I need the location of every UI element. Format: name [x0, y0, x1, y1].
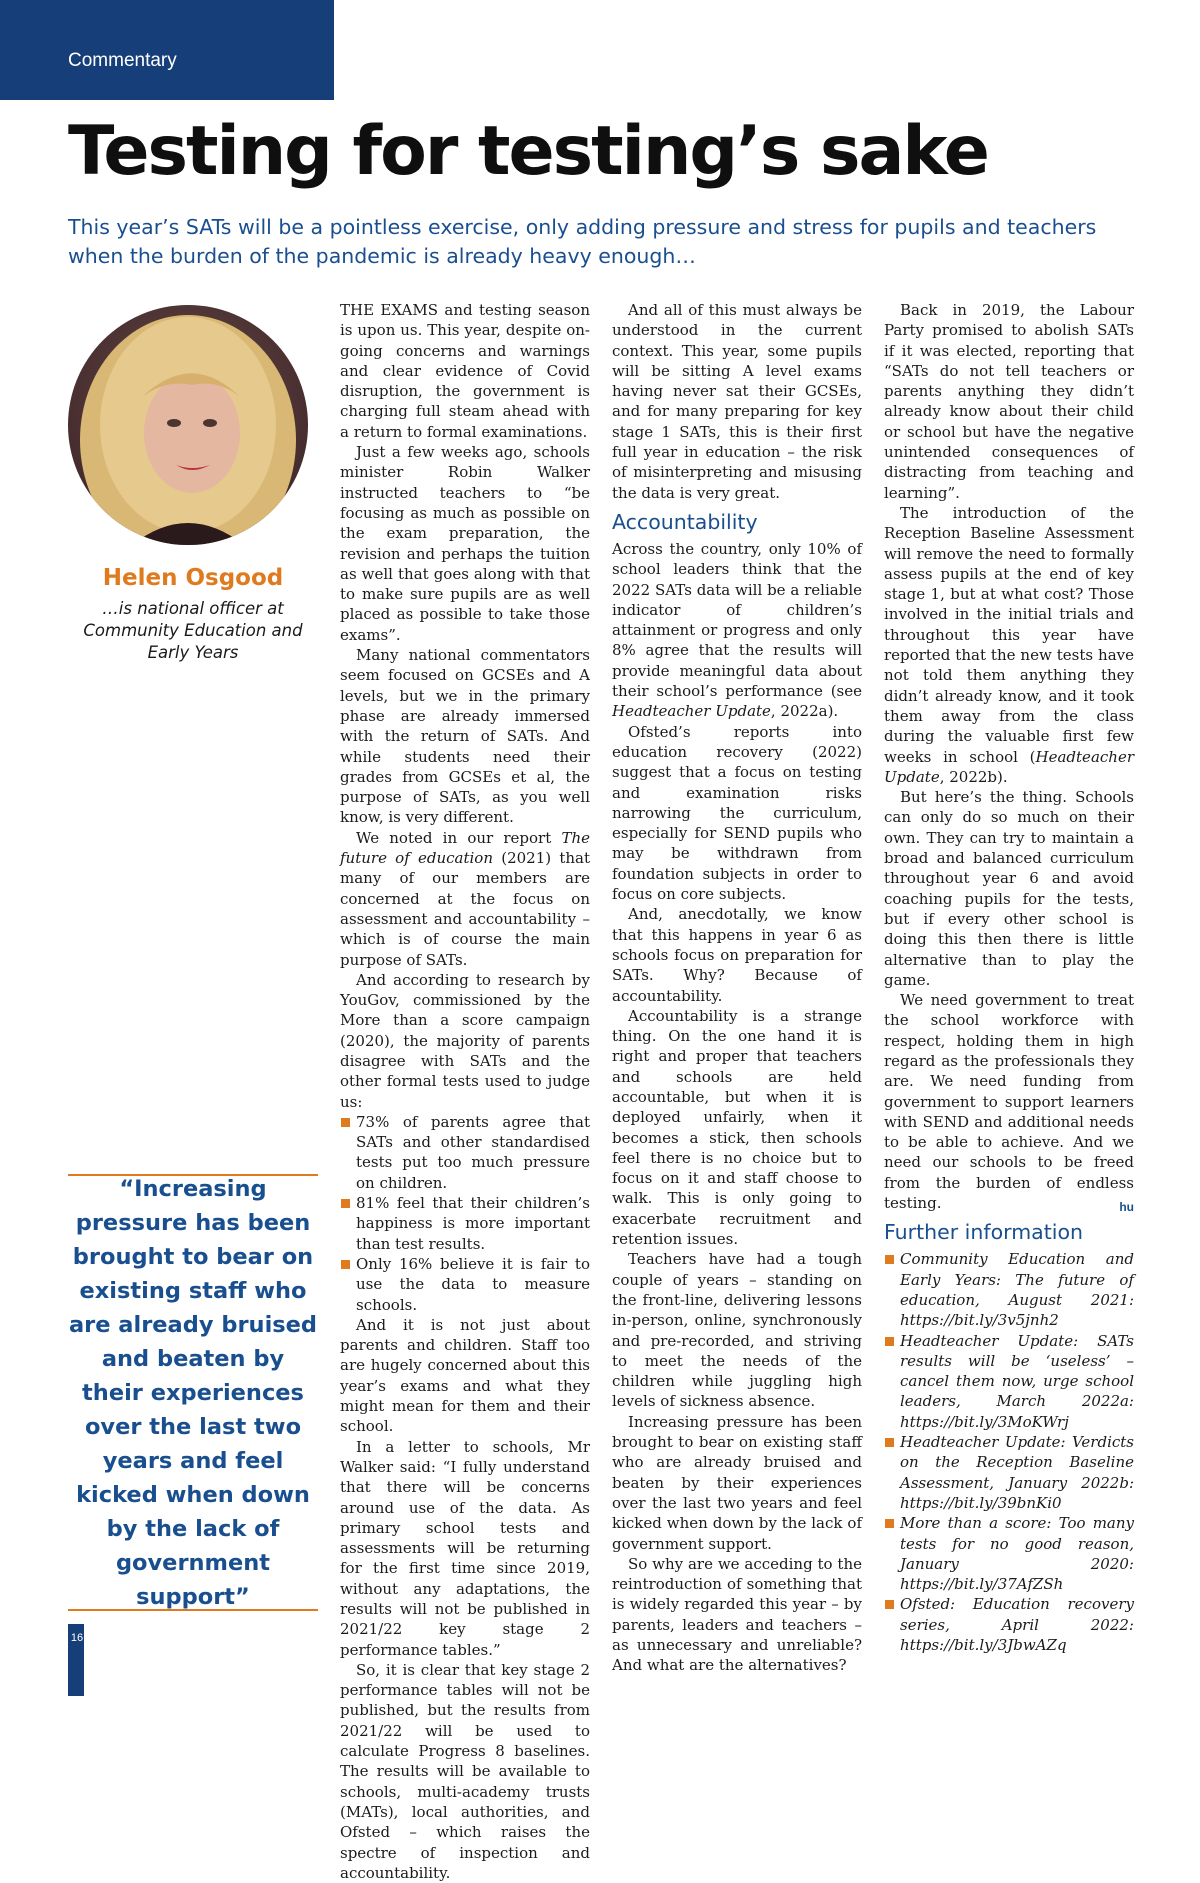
body-paragraph: We noted in our report The future of education (2021) that many of our members are concerned at the focus on assessment and accountability – which is of course the main purpose of SATs.	[340, 828, 590, 969]
body-paragraph: And all of this must always be understood in the current context. This year, some pupils will be sitting A level exams having never sat their GCSEs, and for many preparing for key stage 1 SATs, this is their first full year in education – the risk of misinterpreting and misusing the data is very great.	[612, 301, 862, 502]
body-paragraph: Ofsted’s reports into education recovery (2022) suggest that a focus on testing and examination risks narrowing the curriculum, especially for SEND pupils who may be withdrawn from foundation subjects in order to focus on core subjects.	[612, 722, 862, 904]
headline: Testing for testing’s sake	[68, 112, 988, 191]
body-paragraph: THE EXAMS and testing season is upon us. This year, despite on-going concerns and warnings and clear evidence of Covid disruption, the government is charging full steam ahead with a return to formal examinations.	[340, 301, 590, 441]
body-paragraph: Many national commentators seem focused on GCSEs and A levels, but we in the primary phase are already immersed with the return of SATs. And while students need their grades from GCSEs et al, the purpose of SATs, as you well know, is very different.	[340, 646, 590, 827]
body-paragraph: Increasing pressure has been brought to bear on existing staff who are already bruised and beaten by their experiences over the last two years and feel kicked when down by the lack of government support.	[612, 1412, 862, 1553]
pull-quote	[68, 1174, 318, 1611]
page-number: 16	[70, 1632, 84, 1644]
reference-item: More than a score: Too many tests for no good reason, January 2020: https://bit.ly/37AfZSh	[884, 1513, 1134, 1594]
citation: Headteacher Update	[884, 747, 1134, 786]
article-column-3	[884, 300, 1134, 1655]
article-column-2	[612, 300, 862, 1676]
body-paragraph: Back in 2019, the Labour Party promised to abolish SATs if it was elected, reporting that “SATs do not tell teachers or parents anything they didn’t already know about their child or school but have the negative unintended consequences of distracting from teaching and learning”.	[884, 301, 1134, 502]
statistics-list	[340, 1112, 590, 1315]
reference-item: Headteacher Update: SATs results will be ‘useless’ – cancel them now, urge school leaders, March 2022a: https://bit.ly/3MoKWrj	[884, 1331, 1134, 1432]
subheading-accountability: Accountability	[612, 509, 758, 534]
list-item: Only 16% believe it is fair to use the data to measure schools.	[340, 1254, 590, 1315]
body-paragraph: Accountability is a strange thing. On the one hand it is right and proper that teachers and schools are held accountable, but when it is deployed unfairly, when it becomes a stick, then schools feel there is no choice but to focus on it and staff choose to walk. This is only going to exacerbate recruitment and retention issues.	[612, 1006, 862, 1249]
author-photo	[68, 305, 308, 545]
standfirst: This year’s SATs will be a pointless exercise, only adding pressure and stress for pupils and teachers when the burden of the pandemic is already heavy enough…	[68, 215, 1097, 268]
article-column-1	[340, 300, 590, 1883]
list-item: 73% of parents agree that SATs and other standardised tests put too much pressure on children.	[340, 1112, 590, 1193]
section-label: Commentary	[68, 50, 177, 71]
body-paragraph: Across the country, only 10% of school leaders think that the 2022 SATs data will be a reliable indicator of children’s attainment or progress and only 8% agree that the results will provide meaningful data about their school’s performance (see Headteacher Update, 2022a).	[612, 539, 862, 721]
publication-logo: hu	[1119, 1200, 1134, 1215]
body-paragraph: We need government to treat the school workforce with respect, holding them in high regard as the professionals they are. We need funding from government to support learners with SEND and additional needs to be able to achieve. And we need our schools to be freed from the burden of endless testing. hu	[884, 990, 1134, 1213]
author-role: …is national officer at Community Education and Early Years	[83, 599, 303, 662]
pull-quote-text: “Increasing pressure has been brought to bear on existing staff who are already bruised and beaten by their experiences over the last two years and feel kicked when down by the lack of government support”	[68, 1175, 318, 1610]
section-tab	[0, 0, 334, 100]
reference-item: Headteacher Update: Verdicts on the Reception Baseline Assessment, January 2022b: https://bit.ly/39bnKi0	[884, 1432, 1134, 1513]
body-paragraph: And it is not just about parents and children. Staff too are hugely concerned about this year’s exams and what they might mean for them and their school.	[340, 1315, 590, 1436]
list-item: 81% feel that their children’s happiness is more important than test results.	[340, 1193, 590, 1254]
body-paragraph: And according to research by YouGov, commissioned by the More than a score campaign (2020), the majority of parents disagree with SATs and the other formal tests used to judge us:	[340, 970, 590, 1111]
body-paragraph: The introduction of the Reception Baseline Assessment will remove the need to formally assess pupils at the end of key stage 1, but at what cost? Those involved in the initial trials and throughout this year have reported that the new tests have not told them anything they didn’t already know, and it took them away from the class during the valuable first few weeks in school (Headteacher Update, 2022b).	[884, 503, 1134, 786]
further-information-list	[884, 1249, 1134, 1655]
citation: Headteacher Update	[612, 702, 771, 721]
body-paragraph: In a letter to schools, Mr Walker said: “I fully understand that there will be concerns around use of the data. As primary school tests and assessments will be returning for the first time since 2019, without any adaptations, the results will not be published in 2021/22 key stage 2 performance tables.”	[340, 1437, 590, 1659]
reference-item: Community Education and Early Years: The future of education, August 2021: https://bit.ly/3v5jnh2	[884, 1249, 1134, 1330]
body-paragraph: So why are we acceding to the reintroduction of something that is widely regarded this year – by parents, leaders and teachers – as unnecessary and unreliable? And what are the alternatives?	[612, 1554, 862, 1675]
author-name: Helen Osgood	[102, 565, 284, 591]
body-paragraph: Teachers have had a tough couple of years – standing on the front-line, delivering lessons in-person, online, synchronously and pre-recorded, and striving to meet the needs of the children while juggling high levels of sickness absence.	[612, 1250, 862, 1411]
body-paragraph: And, anecdotally, we know that this happens in year 6 as schools focus on preparation for SATs. Why? Because of accountability.	[612, 905, 862, 1005]
body-paragraph: So, it is clear that key stage 2 performance tables will not be published, but the results from 2021/22 will be used to calculate Progress 8 baselines. The results will be available to schools, multi-academy trusts (MATs), local authorities, and Ofsted – which raises the spectre of inspection and accountability.	[340, 1660, 590, 1882]
reference-item: Ofsted: Education recovery series, April 2022: https://bit.ly/3JbwAZq	[884, 1594, 1134, 1655]
report-title: The future of education	[340, 828, 590, 868]
body-paragraph: But here’s the thing. Schools can only do so much on their own. They can try to maintain a broad and balanced curriculum throughout year 6 and avoid coaching pupils for the tests, but if every other school is doing this then there is little alternative than to play the game.	[884, 788, 1134, 989]
body-paragraph: Just a few weeks ago, schools minister Robin Walker instructed teachers to “be focusing as much as possible on the exam preparation, the revision and perhaps the tuition as well that goes along with that to make sure pupils are as well placed as possible to take those exams”.	[340, 443, 590, 644]
subheading-further-information: Further information	[884, 1220, 1083, 1245]
